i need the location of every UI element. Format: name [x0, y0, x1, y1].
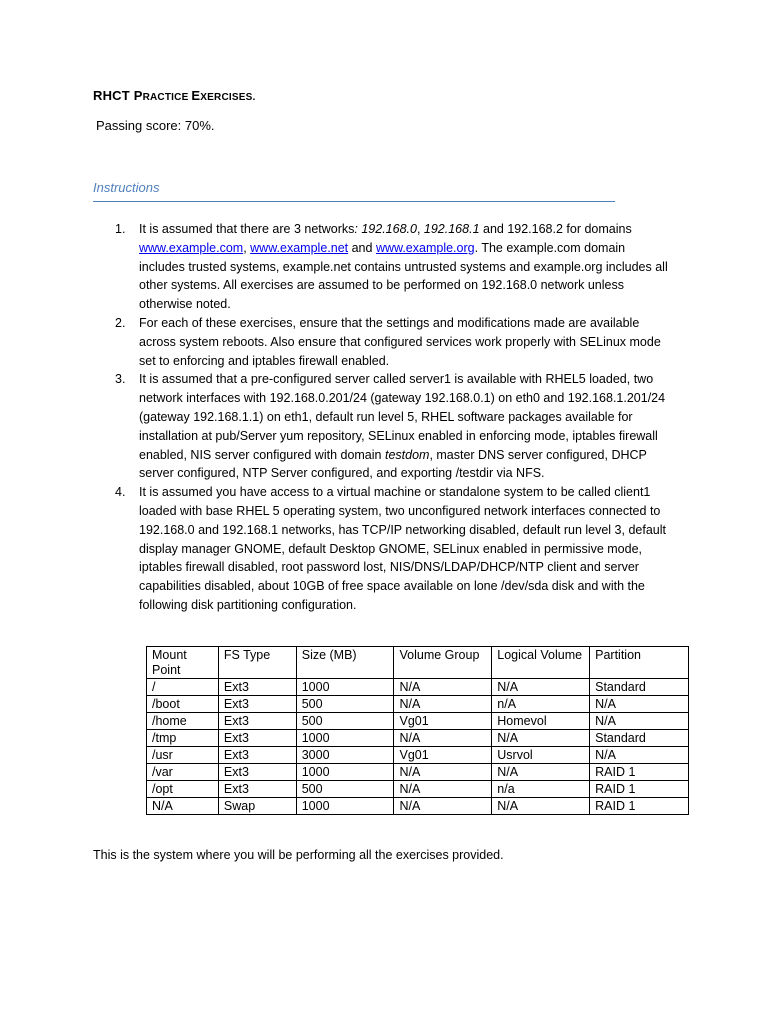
table-cell: Usrvol: [492, 747, 590, 764]
table-cell: 3000: [296, 747, 394, 764]
section-heading: Instructions: [93, 180, 160, 195]
table-cell: Ext3: [218, 781, 296, 798]
list-item-text: It is assumed you have access to a virtual machine or standalone system to be called client1 loaded with base RHEL 5 operating system, two unconfigured network interfaces connected to 192.168.0 and 192.168.1 networks, has TCP/IP networking disabled, default run level 3, default display manager GNOME, default Desktop GNOME, SELinux enabled in permissive mode, iptables firewall disabled, root password lost, NIS/DNS/LDAP/DHCP/NTP client and server capabilities disabled, about 10GB of free space available on lone /dev/sda disk and with the following disk partitioning configuration.: [139, 485, 666, 612]
table-cell: N/A: [492, 798, 590, 815]
table-cell: n/A: [492, 696, 590, 713]
table-cell: N/A: [394, 781, 492, 798]
table-row: [147, 798, 689, 815]
document-title: RHCT PRACTICE EXERCISES.: [93, 88, 256, 103]
table-cell: 1000: [296, 679, 394, 696]
table-row: [147, 696, 689, 713]
table-cell: n/a: [492, 781, 590, 798]
table-cell: 500: [296, 713, 394, 730]
table-cell: N/A: [590, 747, 689, 764]
closing-statement: This is the system where you will be performing all the exercises provided.: [93, 848, 504, 862]
table-cell: RAID 1: [590, 798, 689, 815]
table-cell: N/A: [394, 764, 492, 781]
link-example-com[interactable]: www.example.com: [139, 240, 244, 255]
table-cell: Vg01: [394, 747, 492, 764]
table-cell: N/A: [492, 730, 590, 747]
table-cell: /tmp: [147, 730, 219, 747]
table-cell: 1000: [296, 798, 394, 815]
table-cell: Ext3: [218, 730, 296, 747]
table-cell: /var: [147, 764, 219, 781]
disk-partition-table: [146, 646, 689, 815]
column-header: Partition: [590, 647, 689, 679]
list-item: 3. It is assumed that a pre-configured server called server1 is available with RHEL5 loaded, two network interfaces with 192.168.0.201/24 (gateway 192.168.0.1) on eth0 and 192.168.1.201/24 (gateway 192.168.1.1) on eth1, default run level 5, RHEL software packages available for installation at pub/Server yum repository, SELinux enabled in enforcing mode, iptables firewall enabled, NIS server configured with domain testdom, master DNS server configured, DHCP server configured, NTP Server configured, and exporting /testdir via NFS.: [115, 372, 666, 481]
column-header: Volume Group: [394, 647, 492, 679]
table-header-row: [147, 647, 689, 679]
table-cell: N/A: [394, 696, 492, 713]
table-cell: Vg01: [394, 713, 492, 730]
table-row: [147, 781, 689, 798]
table-cell: RAID 1: [590, 764, 689, 781]
table-cell: N/A: [394, 679, 492, 696]
passing-score: Passing score: 70%.: [96, 118, 215, 133]
table-cell: 1000: [296, 764, 394, 781]
table-cell: /: [147, 679, 219, 696]
list-number: 2.: [115, 315, 126, 330]
heading-divider: [93, 201, 615, 202]
table-cell: Ext3: [218, 679, 296, 696]
table-cell: Homevol: [492, 713, 590, 730]
link-example-net[interactable]: www.example.net: [250, 240, 349, 255]
table-cell: RAID 1: [590, 781, 689, 798]
table-cell: 1000: [296, 730, 394, 747]
instructions-list: [112, 220, 672, 615]
table-cell: N/A: [590, 696, 689, 713]
table-cell: /opt: [147, 781, 219, 798]
table-cell: /boot: [147, 696, 219, 713]
table-row: [147, 713, 689, 730]
table-row: [147, 747, 689, 764]
table-row: [147, 730, 689, 747]
list-number: 1.: [115, 222, 126, 236]
table-row: [147, 764, 689, 781]
list-item: 1. It is assumed that there are 3 networks: 192.168.0, 192.168.1 and 192.168.2 for domains www.example.com, www.example.net and www.example.org. The example.com domain includes trusted systems, example.net contains untrusted systems and example.org includes all other systems. All exercises are assumed to be performed on 192.168.0 network unless otherwise noted.: [115, 222, 668, 312]
column-header: FS Type: [218, 647, 296, 679]
table-cell: N/A: [492, 679, 590, 696]
table-cell: Ext3: [218, 713, 296, 730]
table-cell: Standard: [590, 730, 689, 747]
list-item-text: For each of these exercises, ensure that the settings and modifications made are available across system reboots. Also ensure that configured services work properly with SELinux mode set to enforcing and iptables firewall enabled.: [139, 315, 661, 368]
column-header: Mount Point: [147, 647, 219, 679]
list-item: [112, 314, 672, 370]
table-cell: Ext3: [218, 747, 296, 764]
table-cell: N/A: [590, 713, 689, 730]
column-header: Size (MB): [296, 647, 394, 679]
table-cell: Ext3: [218, 696, 296, 713]
table-cell: 500: [296, 781, 394, 798]
link-example-org[interactable]: www.example.org: [375, 240, 475, 255]
table-cell: 500: [296, 696, 394, 713]
list-number: 3.: [115, 372, 126, 387]
table-cell: N/A: [394, 730, 492, 747]
table-cell: Swap: [218, 798, 296, 815]
table-cell: /usr: [147, 747, 219, 764]
column-header: Logical Volume: [492, 647, 590, 679]
table-cell: N/A: [147, 798, 219, 815]
table-cell: N/A: [394, 798, 492, 815]
table-cell: N/A: [492, 764, 590, 781]
table-cell: Ext3: [218, 764, 296, 781]
table-cell: /home: [147, 713, 219, 730]
list-number: 4.: [115, 485, 126, 500]
table-row: [147, 679, 689, 696]
list-item: [112, 483, 672, 615]
table-cell: Standard: [590, 679, 689, 696]
